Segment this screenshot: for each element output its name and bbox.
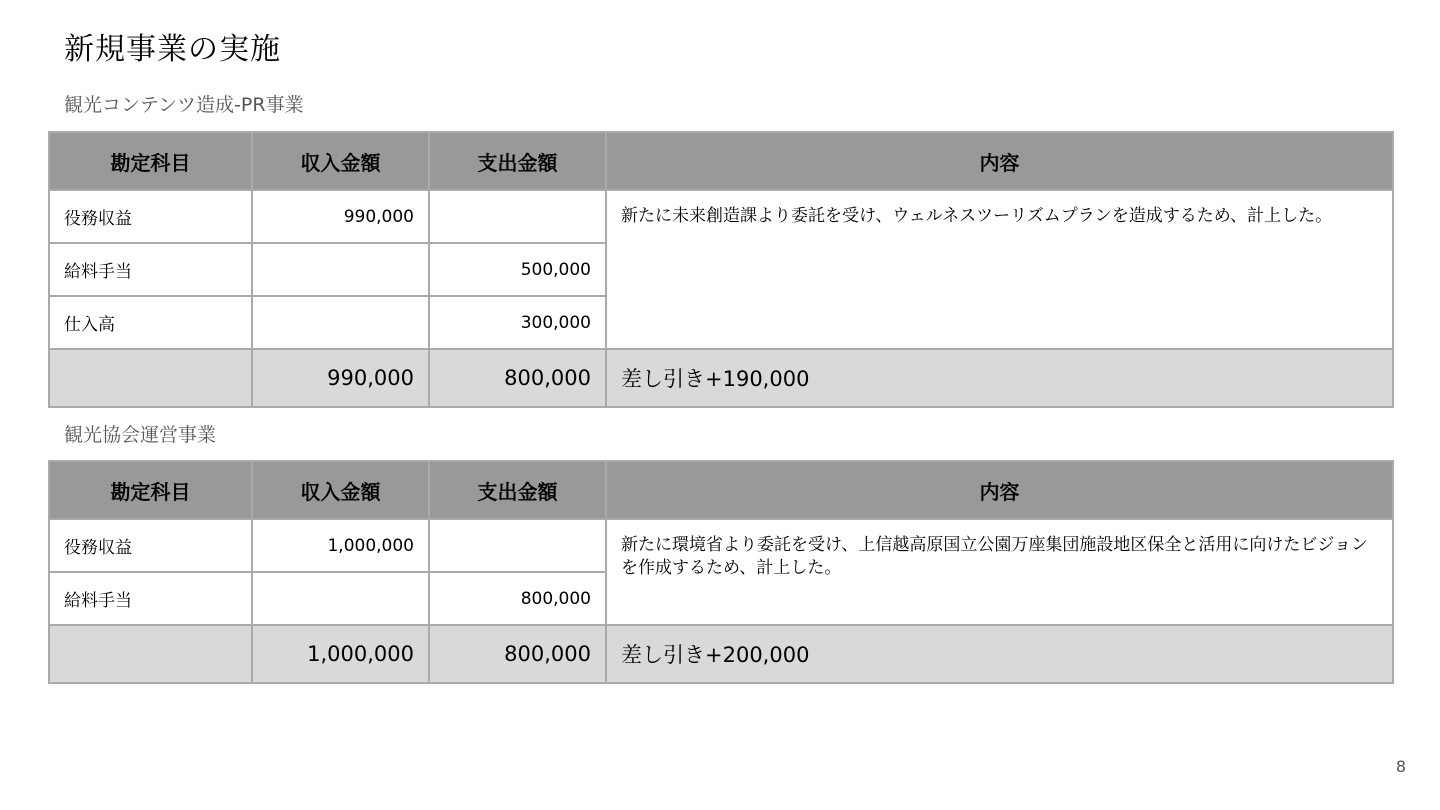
section-title-pr: 観光コンテンツ造成-PR事業 [64,94,304,116]
expense-cell [429,519,606,572]
total-expense-cell: 800,000 [429,625,606,683]
column-header-account: 勘定科目 [49,461,252,519]
total-income-cell: 1,000,000 [252,625,429,683]
account-cell: 仕入高 [49,296,252,349]
income-cell [252,572,429,625]
expense-cell: 500,000 [429,243,606,296]
table-row [49,519,1393,572]
column-header-account: 勘定科目 [49,132,252,190]
description-cell: 新たに未来創造課より委託を受け、ウェルネスツーリズムプランを造成するため、計上した。 [606,190,1393,349]
total-income-cell: 990,000 [252,349,429,407]
column-header-description: 内容 [606,461,1393,519]
page-title: 新規事業の実施 [64,32,281,67]
expense-cell: 300,000 [429,296,606,349]
column-header-income: 収入金額 [252,132,429,190]
income-cell [252,243,429,296]
total-label-cell [49,349,252,407]
column-header-expense: 支出金額 [429,132,606,190]
column-header-expense: 支出金額 [429,461,606,519]
income-cell [252,296,429,349]
expense-cell [429,190,606,243]
expense-cell: 800,000 [429,572,606,625]
total-note-cell: 差し引き+190,000 [606,349,1393,407]
page-number: 8 [1395,757,1406,776]
total-label-cell [49,625,252,683]
column-header-description: 内容 [606,132,1393,190]
table-header-row [49,132,1393,190]
financial-table-pr [48,131,1394,408]
total-expense-cell: 800,000 [429,349,606,407]
total-row [49,349,1393,407]
description-cell: 新たに環境省より委託を受け、上信越高原国立公園万座集団施設地区保全と活用に向けたビジョンを作成するため、計上した。 [606,519,1393,625]
income-cell: 1,000,000 [252,519,429,572]
account-cell: 役務収益 [49,190,252,243]
income-cell: 990,000 [252,190,429,243]
financial-table-association [48,460,1394,684]
table-header-row [49,461,1393,519]
column-header-income: 収入金額 [252,461,429,519]
account-cell: 給料手当 [49,243,252,296]
total-note-cell: 差し引き+200,000 [606,625,1393,683]
section-title-association: 観光協会運営事業 [64,424,217,446]
account-cell: 役務収益 [49,519,252,572]
table-row [49,190,1393,243]
total-row [49,625,1393,683]
account-cell: 給料手当 [49,572,252,625]
